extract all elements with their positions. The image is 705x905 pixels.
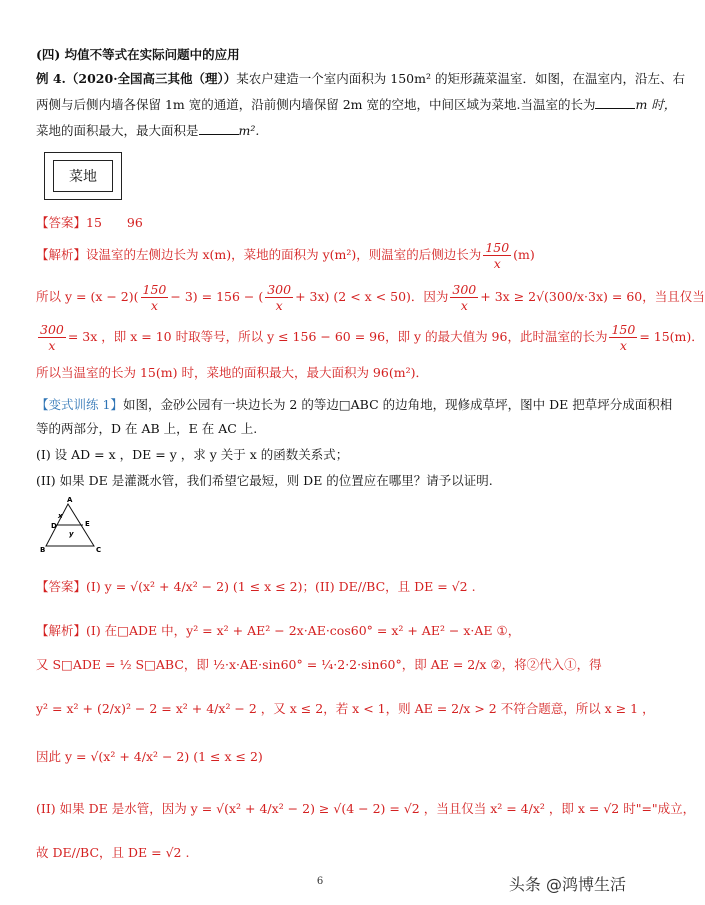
answer-1-values: 15 96 [86, 215, 143, 230]
solution-1-text-2c: + 3x) (2 < x < 50)．因为 [295, 289, 449, 304]
fraction: $\frac{150}{x}$ [485, 240, 510, 271]
solution-1-line-3 [36, 320, 704, 354]
fraction: $\frac{300}{x}$ [452, 282, 477, 313]
variant-line-2: 等的两部分，D 在 AB 上，E 在 AC 上. [36, 421, 258, 436]
side-x-label: x [58, 512, 63, 520]
solution-1-text-1: 设温室的左侧边长为 x(m)，菜地的面积为 y(m²)，则温室的后侧边长为 [86, 247, 482, 262]
vegetable-plot-label: 菜地 [69, 169, 97, 185]
example-line-3 [36, 122, 610, 140]
solution-1-text-2d: + 3x ≥ 2√(300/x·3x) = 60，当且仅当 [480, 289, 705, 304]
side-y-label: y [69, 530, 74, 538]
variant-text-1: 如图，金砂公园有一块边长为 2 的等边□ABC 的边角地，现修成草坪，图中 DE 把草坪分成面积相 [122, 397, 673, 412]
answer-2-label: 【答案】 [36, 579, 87, 594]
triangle-figure [40, 496, 110, 556]
solution-2-line-3: y² = x² + (2/x)² − 2 = x² + 4/x² − 2 ，又 x ≤ 2，若 x < 1，则 AE = 2/x > 2 不符合题意，所以 x ≥ 1 ， [36, 701, 655, 716]
solution-1-line-4: 所以当温室的长为 15(m) 时，菜地的面积最大，最大面积为 96(m²)． [36, 365, 428, 380]
solution-1-line-1 [36, 238, 610, 272]
fraction: $\frac{300}{x}$ [40, 322, 64, 353]
solution-1-unit: (m) [513, 247, 535, 262]
variant-question-2: (II) 如果 DE 是灌溉水管，我们希望它最短，则 DE 的位置应在哪里？请予以证明. [36, 473, 493, 488]
variant-question-1: (I) 设 AD = x ，DE = y ，求 y 关于 x 的函数关系式； [36, 447, 349, 462]
solution-2-text-1: (I) 在□ADE 中，y² = x² + AE² − 2x·AE·cos60° = x² + AE² − x·AE ①， [86, 623, 521, 638]
example-unit-1: m 时， [635, 97, 677, 112]
solution-2-line-5: (II) 如果 DE 是水管，因为 y = √(x² + 4/x² − 2) ≥ √(4 − 2) = √2 ，当且仅当 x² = 4/x² ，即 x = √2 时"="成立， [36, 801, 696, 816]
example-line-1 [36, 70, 685, 88]
point-e-label: E [85, 520, 90, 528]
example-text-2: 两侧与后侧内墙各保留 1m 宽的通道，沿前侧内墙保留 2m 宽的空地，中间区域为菜地.当温室的长为 [36, 97, 596, 112]
solution-1-text-3a: = 3x ，即 x = 10 时取等号，所以 y ≤ 156 − 60 = 96，即 y 的最大值为 96，此时温室的长为 [67, 329, 608, 344]
example-text-1: 某农户建造一个室内面积为 150m² 的矩形蔬菜温室．如图，在温室内，沿左、右 [236, 71, 685, 86]
solution-1-text-2b: − 3) = 156 − ( [170, 289, 264, 304]
solution-1-text-3b: = 15(m)． [639, 329, 704, 344]
example-line-2 [36, 96, 677, 114]
vertex-c-label: C [96, 546, 102, 554]
solution-2-label: 【解析】 [36, 623, 87, 638]
example-unit-2: m². [238, 123, 260, 138]
fraction: $\frac{300}{x}$ [267, 282, 292, 313]
point-d-label: D [51, 522, 57, 530]
answer-1-label: 【答案】 [36, 215, 87, 230]
vertex-a-label: A [67, 496, 73, 504]
vegetable-plot [53, 160, 113, 192]
solution-2-line-1 [36, 622, 610, 640]
variant-line-1 [36, 396, 673, 414]
fraction: $\frac{150}{x}$ [142, 282, 167, 313]
solution-1-text-2a: 所以 y = (x − 2)( [36, 289, 139, 304]
solution-1-label: 【解析】 [36, 247, 87, 262]
solution-2-line-2: 又 S□ADE = ½ S□ABC，即 ½·x·AE·sin60° = ¼·2·2·sin60°，即 AE = 2/x ②，将②代入①，得 [36, 657, 602, 672]
section-title: (四) 均值不等式在实际问题中的应用 [36, 47, 240, 62]
solution-2-line-6: 故 DE//BC，且 DE = √2 . [36, 845, 190, 860]
page-number: 6 [316, 876, 324, 887]
example-label: 例 4.（2020·全国高三其他（理）） [36, 71, 237, 86]
answer-2 [36, 578, 610, 596]
solution-2-line-4: 因此 y = √(x² + 4/x² − 2) (1 ≤ x ≤ 2) [36, 749, 263, 764]
vertex-b-label: B [40, 546, 46, 554]
answer-1 [36, 214, 610, 232]
fraction: $\frac{150}{x}$ [611, 322, 636, 353]
answer-blank-length[interactable] [595, 96, 635, 109]
greenhouse-figure [44, 152, 122, 200]
answer-2-text: (I) y = √(x² + 4/x² − 2) (1 ≤ x ≤ 2)；(II) DE//BC，且 DE = √2 . [86, 579, 476, 594]
example-text-3: 菜地的面积最大，最大面积是 [36, 123, 199, 138]
solution-1-line-2 [36, 280, 705, 314]
answer-blank-area[interactable] [199, 122, 239, 135]
watermark: 头条 @鸿博生活 [508, 875, 626, 894]
variant-label: 【变式训练 1】 [36, 397, 123, 412]
